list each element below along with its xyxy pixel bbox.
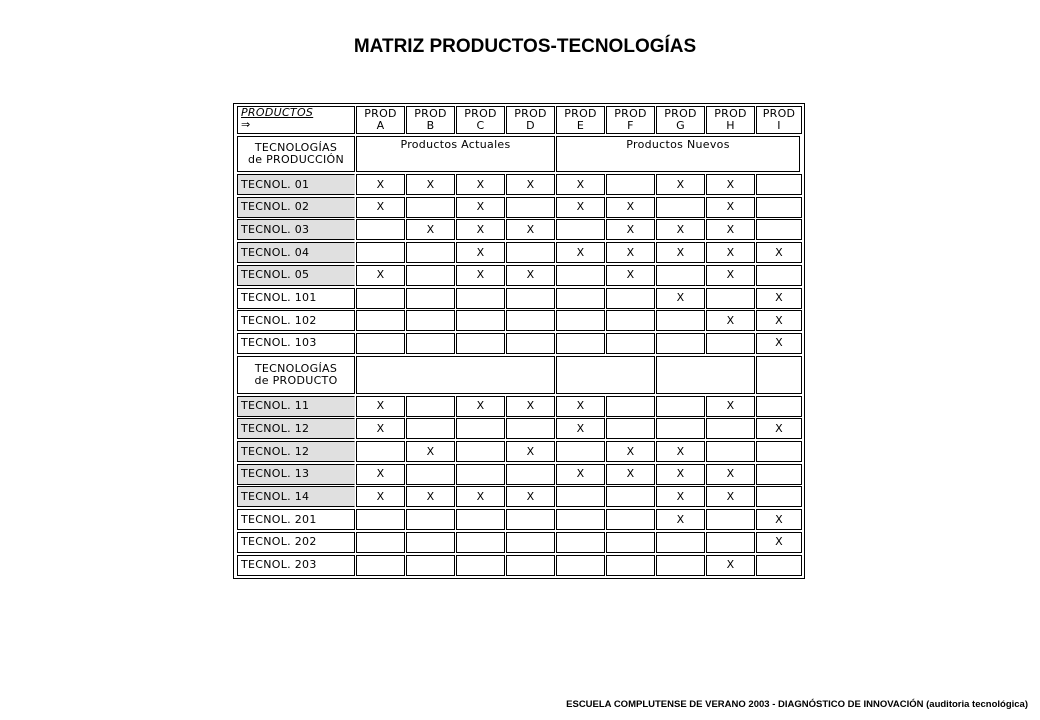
x-mark: X <box>676 467 685 481</box>
x-mark: X <box>576 467 585 481</box>
technology-row-label <box>237 464 355 485</box>
matrix-cell <box>656 441 705 462</box>
technology-name: TECNOL. 04 <box>241 245 310 259</box>
matrix-cell <box>456 219 505 240</box>
matrix-cell <box>456 486 505 507</box>
matrix-cell <box>456 418 505 439</box>
matrix-cell <box>506 509 555 530</box>
matrix-cell <box>406 265 455 286</box>
x-mark: X <box>376 177 385 191</box>
matrix-cell <box>756 265 802 286</box>
section-title-line2: de PRODUCTO <box>254 373 338 387</box>
x-mark: X <box>676 512 685 526</box>
matrix-cell <box>406 288 455 309</box>
technology-name: TECNOL. 103 <box>241 336 317 350</box>
product-header-letter: G <box>676 119 685 132</box>
x-mark: X <box>676 222 685 236</box>
matrix-cell <box>656 418 705 439</box>
matrix-cell <box>756 396 802 417</box>
matrix-cell <box>406 555 455 576</box>
matrix-cell <box>506 197 555 218</box>
product-header-prod: PROD <box>714 107 747 120</box>
technology-name: TECNOL. 02 <box>241 200 310 214</box>
matrix-cell <box>756 197 802 218</box>
product-technology-matrix <box>233 103 805 579</box>
matrix-cell <box>456 333 505 354</box>
matrix-cell <box>706 486 755 507</box>
product-header-letter: A <box>376 119 385 132</box>
technology-name: TECNOL. 202 <box>241 535 317 549</box>
x-mark: X <box>626 245 635 259</box>
section-title-line1: TECNOLOGÍAS <box>254 141 338 154</box>
technology-name: TECNOL. 13 <box>241 467 310 481</box>
x-mark: X <box>726 467 735 481</box>
matrix-cell <box>656 265 705 286</box>
x-mark: X <box>476 489 485 503</box>
matrix-cell <box>556 509 605 530</box>
matrix-cell <box>556 219 605 240</box>
group-current-products <box>356 136 555 172</box>
x-mark: X <box>476 399 485 413</box>
x-mark: X <box>676 291 685 304</box>
technology-row-label <box>237 219 355 240</box>
group-new-products-empty <box>556 356 655 394</box>
x-mark: X <box>526 399 535 413</box>
matrix-cell <box>756 219 802 240</box>
matrix-cell <box>506 464 555 485</box>
matrix-cell <box>456 441 505 462</box>
matrix-cell <box>706 396 755 417</box>
matrix-cell <box>406 333 455 354</box>
matrix-cell <box>706 509 755 530</box>
x-mark: X <box>576 177 585 191</box>
x-mark: X <box>626 222 635 236</box>
x-mark: X <box>676 177 685 191</box>
matrix-cell <box>706 242 755 263</box>
matrix-cell <box>706 532 755 553</box>
matrix-cell <box>356 509 405 530</box>
matrix-cell <box>506 174 555 195</box>
matrix-cell <box>456 464 505 485</box>
matrix-cell <box>656 464 705 485</box>
matrix-cell <box>706 219 755 240</box>
x-mark: X <box>476 222 485 236</box>
x-mark: X <box>526 268 535 282</box>
matrix-cell <box>456 555 505 576</box>
matrix-cell <box>606 441 655 462</box>
technology-name: TECNOL. 12 <box>241 444 310 458</box>
x-mark: X <box>775 535 783 549</box>
x-mark: X <box>775 336 783 350</box>
matrix-cell <box>456 197 505 218</box>
matrix-cell <box>456 310 505 331</box>
x-mark: X <box>526 177 535 191</box>
matrix-cell <box>356 174 405 195</box>
x-mark: X <box>775 421 783 435</box>
matrix-cell <box>756 333 802 354</box>
matrix-cell <box>756 242 802 263</box>
product-header-h <box>706 106 755 134</box>
group-new-products-label: Productos Nuevos <box>626 138 730 151</box>
x-mark: X <box>476 245 485 259</box>
matrix-cell <box>706 265 755 286</box>
group-current-products-label: Productos Actuales <box>400 138 511 151</box>
product-header-letter: H <box>726 119 735 132</box>
matrix-cell <box>756 464 802 485</box>
matrix-cell <box>356 555 405 576</box>
matrix-cell <box>356 288 405 309</box>
matrix-cell <box>606 333 655 354</box>
matrix-cell <box>406 242 455 263</box>
matrix-cell <box>606 242 655 263</box>
x-mark: X <box>526 444 535 458</box>
product-header-c <box>456 106 505 134</box>
matrix-cell <box>356 441 405 462</box>
x-mark: X <box>676 489 685 503</box>
matrix-cell <box>456 509 505 530</box>
matrix-cell <box>706 441 755 462</box>
matrix-cell <box>556 532 605 553</box>
group-new-products <box>556 136 800 172</box>
technology-row-label <box>237 242 355 263</box>
x-mark: X <box>376 421 385 435</box>
matrix-cell <box>556 464 605 485</box>
x-mark: X <box>775 313 783 327</box>
technology-row-label <box>237 288 355 309</box>
technology-name: TECNOL. 203 <box>241 558 317 571</box>
section-title-line2: de PRODUCCIÓN <box>247 153 345 166</box>
matrix-cell <box>506 242 555 263</box>
matrix-cell <box>456 242 505 263</box>
matrix-cell <box>706 197 755 218</box>
technology-row-label <box>237 418 355 439</box>
x-mark: X <box>726 489 735 503</box>
x-mark: X <box>726 399 735 413</box>
product-header-letter: I <box>777 119 781 132</box>
corner-products-label: PRODUCTOS <box>241 106 314 119</box>
x-mark: X <box>775 512 783 526</box>
matrix-cell <box>606 310 655 331</box>
matrix-cell <box>506 288 555 309</box>
technology-row-label <box>237 441 355 462</box>
x-mark: X <box>775 291 783 304</box>
x-mark: X <box>626 200 635 214</box>
matrix-cell <box>406 532 455 553</box>
matrix-cell <box>356 242 405 263</box>
x-mark: X <box>426 177 435 191</box>
x-mark: X <box>726 222 735 236</box>
technology-row-label <box>237 265 355 286</box>
product-header-prod: PROD <box>464 107 497 120</box>
x-mark: X <box>476 200 485 214</box>
x-mark: X <box>726 313 735 327</box>
matrix-cell <box>556 396 605 417</box>
matrix-cell <box>556 265 605 286</box>
matrix-cell <box>606 197 655 218</box>
product-header-prod: PROD <box>564 107 597 120</box>
matrix-cell <box>406 509 455 530</box>
product-header-letter: F <box>627 119 634 132</box>
product-header-prod: PROD <box>664 107 697 120</box>
matrix-cell <box>406 464 455 485</box>
matrix-cell <box>356 197 405 218</box>
matrix-cell <box>656 396 705 417</box>
matrix-cell <box>356 265 405 286</box>
x-mark: X <box>376 200 385 214</box>
matrix-cell <box>356 219 405 240</box>
matrix-cell <box>756 532 802 553</box>
x-mark: X <box>526 222 535 236</box>
matrix-cell <box>656 174 705 195</box>
matrix-cell <box>406 486 455 507</box>
technology-name: TECNOL. 101 <box>241 291 317 304</box>
matrix-cell <box>606 265 655 286</box>
x-mark: X <box>376 467 385 481</box>
matrix-cell <box>556 242 605 263</box>
technology-name: TECNOL. 102 <box>241 313 317 327</box>
product-header-letter: C <box>476 119 485 132</box>
group-new-products-empty <box>756 356 802 394</box>
technology-name: TECNOL. 12 <box>241 421 310 435</box>
matrix-cell <box>606 532 655 553</box>
matrix-cell <box>556 174 605 195</box>
matrix-cell <box>506 333 555 354</box>
technology-name: TECNOL. 01 <box>241 177 310 191</box>
section-title-line1: TECNOLOGÍAS <box>254 361 338 375</box>
product-header-d <box>506 106 555 134</box>
matrix-cell <box>556 418 605 439</box>
matrix-cell <box>656 310 705 331</box>
matrix-cell <box>506 265 555 286</box>
technology-name: TECNOL. 14 <box>241 489 310 503</box>
product-header-prod: PROD <box>762 107 796 120</box>
matrix-cell <box>506 418 555 439</box>
matrix-cell <box>506 310 555 331</box>
x-mark: X <box>376 489 385 503</box>
x-mark: X <box>775 245 783 259</box>
matrix-cell <box>656 555 705 576</box>
group-new-products-empty <box>656 356 755 394</box>
x-mark: X <box>426 444 435 458</box>
page-title: MATRIZ PRODUCTOS-TECNOLOGÍAS <box>353 36 697 57</box>
matrix-cell <box>756 441 802 462</box>
technology-row-label <box>237 486 355 507</box>
matrix-cell <box>656 197 705 218</box>
section-product-technologies <box>237 356 355 394</box>
product-header-g <box>656 106 705 134</box>
matrix-cell <box>506 486 555 507</box>
matrix-cell <box>606 486 655 507</box>
x-mark: X <box>376 268 385 282</box>
technology-name: TECNOL. 201 <box>241 512 317 526</box>
product-header-e <box>556 106 605 134</box>
product-header-prod: PROD <box>514 107 547 120</box>
matrix-cell <box>756 310 802 331</box>
matrix-cell <box>556 288 605 309</box>
technology-row-label <box>237 532 355 553</box>
x-mark: X <box>726 245 735 259</box>
matrix-cell <box>606 464 655 485</box>
matrix-cell <box>706 464 755 485</box>
matrix-cell <box>556 310 605 331</box>
matrix-cell <box>706 333 755 354</box>
matrix-cell <box>756 555 802 576</box>
product-header-prod: PROD <box>364 107 397 120</box>
matrix-cell <box>656 486 705 507</box>
matrix-cell <box>356 418 405 439</box>
matrix-cell <box>406 219 455 240</box>
x-mark: X <box>726 268 735 282</box>
matrix-cell <box>406 418 455 439</box>
matrix-cell <box>406 396 455 417</box>
matrix-cell <box>656 219 705 240</box>
x-mark: X <box>676 444 685 458</box>
matrix-cell <box>506 555 555 576</box>
technology-name: TECNOL. 03 <box>241 222 310 236</box>
product-header-i <box>756 106 802 134</box>
matrix-cell <box>356 464 405 485</box>
technology-row-label <box>237 509 355 530</box>
x-mark: X <box>576 399 585 413</box>
matrix-cell <box>606 174 655 195</box>
matrix-cell <box>656 242 705 263</box>
x-mark: X <box>476 268 485 282</box>
matrix-cell <box>556 333 605 354</box>
matrix-cell <box>556 486 605 507</box>
matrix-cell <box>606 219 655 240</box>
x-mark: X <box>576 245 585 259</box>
matrix-cell <box>706 555 755 576</box>
technology-row-label <box>237 333 355 354</box>
technology-name: TECNOL. 11 <box>241 399 310 413</box>
matrix-cell <box>406 174 455 195</box>
technology-row-label <box>237 174 355 195</box>
matrix-cell <box>506 532 555 553</box>
matrix-cell <box>406 197 455 218</box>
matrix-cell <box>506 219 555 240</box>
product-header-prod: PROD <box>414 107 447 120</box>
x-mark: X <box>626 268 635 282</box>
technology-row-label <box>237 555 355 576</box>
matrix-cell <box>356 532 405 553</box>
x-mark: X <box>426 222 435 236</box>
matrix-cell <box>706 310 755 331</box>
matrix-cell <box>456 532 505 553</box>
group-current-products-empty <box>356 356 555 394</box>
matrix-cell <box>506 396 555 417</box>
matrix-cell <box>356 333 405 354</box>
matrix-cell <box>606 555 655 576</box>
matrix-cell <box>556 555 605 576</box>
technology-name: TECNOL. 05 <box>241 268 310 282</box>
x-mark: X <box>376 399 385 413</box>
corner-header <box>237 106 355 134</box>
matrix-cell <box>656 288 705 309</box>
x-mark: X <box>526 489 535 503</box>
matrix-cell <box>556 441 605 462</box>
matrix-cell <box>756 509 802 530</box>
matrix-cell <box>606 418 655 439</box>
matrix-cell <box>706 288 755 309</box>
matrix-cell <box>606 396 655 417</box>
x-mark: X <box>626 467 635 481</box>
matrix-cell <box>356 486 405 507</box>
matrix-cell <box>456 396 505 417</box>
x-mark: X <box>676 245 685 259</box>
x-mark: X <box>726 200 735 214</box>
matrix-cell <box>706 174 755 195</box>
matrix-cell <box>656 333 705 354</box>
matrix-cell <box>456 288 505 309</box>
x-mark: X <box>576 200 585 214</box>
product-header-letter: E <box>576 119 585 132</box>
matrix-cell <box>756 288 802 309</box>
product-header-letter: D <box>526 119 535 132</box>
x-mark: X <box>426 489 435 503</box>
x-mark: X <box>726 177 735 191</box>
matrix-cell <box>356 310 405 331</box>
corner-arrow-icon: ⇒ <box>241 118 251 131</box>
matrix-cell <box>506 441 555 462</box>
x-mark: X <box>476 177 485 191</box>
matrix-cell <box>406 441 455 462</box>
section-production-technologies <box>237 136 355 172</box>
matrix-cell <box>706 418 755 439</box>
x-mark: X <box>626 444 635 458</box>
matrix-cell <box>606 288 655 309</box>
technology-row-label <box>237 197 355 218</box>
technology-row-label <box>237 396 355 417</box>
product-header-b <box>406 106 455 134</box>
matrix-cell <box>456 265 505 286</box>
footer-text: ESCUELA COMPLUTENSE DE VERANO 2003 - DIAGNÓSTICO DE INNOVACIÓN (auditoria tecnológica) <box>566 699 1028 710</box>
matrix-cell <box>406 310 455 331</box>
product-header-letter: B <box>426 119 435 132</box>
matrix-cell <box>756 486 802 507</box>
x-mark: X <box>726 558 735 571</box>
matrix-cell <box>656 532 705 553</box>
matrix-cell <box>456 174 505 195</box>
matrix-cell <box>606 509 655 530</box>
matrix-cell <box>756 174 802 195</box>
product-header-a <box>356 106 405 134</box>
matrix-cell <box>556 197 605 218</box>
matrix-cell <box>656 509 705 530</box>
x-mark: X <box>576 421 585 435</box>
product-header-f <box>606 106 655 134</box>
product-header-prod: PROD <box>614 107 647 120</box>
technology-row-label <box>237 310 355 331</box>
matrix-cell <box>756 418 802 439</box>
matrix-cell <box>356 396 405 417</box>
